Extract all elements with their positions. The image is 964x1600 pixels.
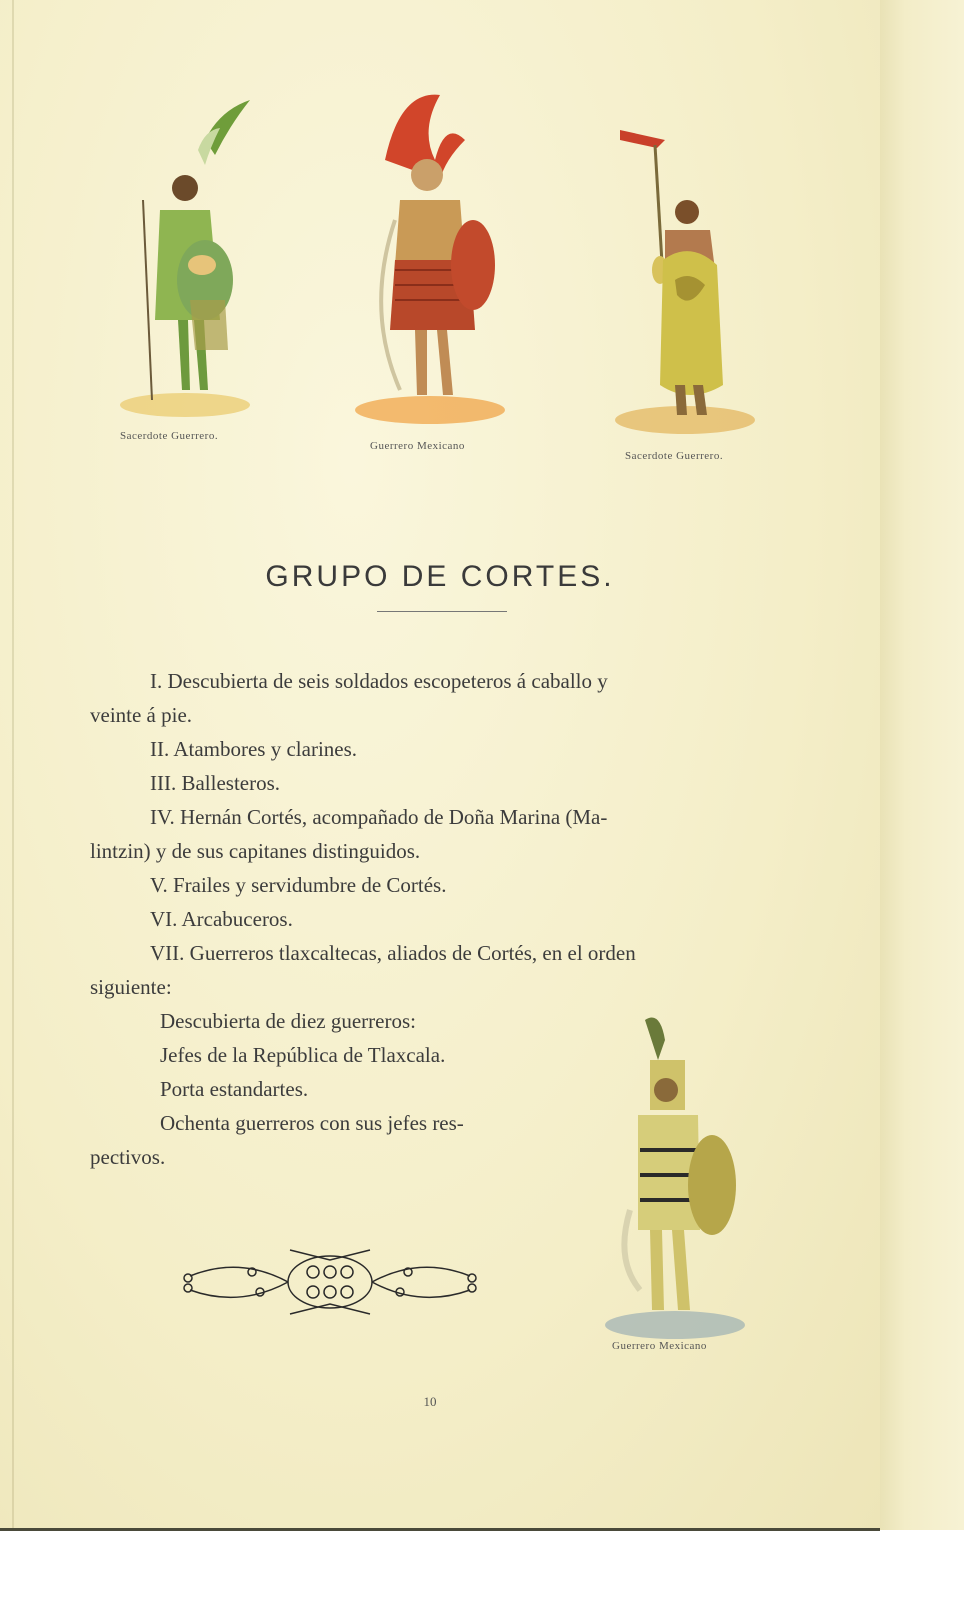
page-fold-line <box>12 0 14 1530</box>
page-bottom-edge <box>0 1528 880 1531</box>
illustration-guerrero-mexicano-1 <box>345 90 515 452</box>
adjacent-page-edge <box>880 0 964 1530</box>
list-item: VI. Arcabuceros. <box>150 907 293 931</box>
list-item-continuation: lintzin) y de sus capitanes distinguidos. <box>90 839 421 863</box>
list-item: III. Ballesteros. <box>150 771 281 795</box>
sub-item: Porta estandartes. <box>160 1077 309 1101</box>
illustration-guerrero-mexicano-2 <box>600 1010 760 1352</box>
list-item: V. Frailes y servidumbre de Cortés. <box>150 873 447 897</box>
list-item: IV. Hernán Cortés, acompañado de Doña Marina (Ma- <box>150 805 608 829</box>
illustration-sacerdote-guerrero-2 <box>605 120 765 462</box>
list-item: II. Atambores y clarines. <box>150 737 358 761</box>
figure-caption: Sacerdote Guerrero. <box>625 450 724 462</box>
title-divider <box>377 611 507 612</box>
list-item-continuation: veinte á pie. <box>90 703 193 727</box>
figure-caption: Guerrero Mexicano <box>370 440 465 452</box>
figure-caption: Sacerdote Guerrero. <box>120 430 219 442</box>
decorative-ornament <box>180 1246 490 1323</box>
illustration-sacerdote-guerrero-1 <box>110 100 260 442</box>
sub-item-continuation: pectivos. <box>90 1145 166 1169</box>
list-item-continuation: siguiente: <box>90 975 172 999</box>
list-item: I. Descubierta de seis soldados escopeteros á caballo y <box>150 669 608 693</box>
sub-item: Ochenta guerreros con sus jefes res- <box>160 1111 464 1135</box>
sub-item: Jefes de la República de Tlaxcala. <box>160 1043 446 1067</box>
list-item: VII. Guerreros tlaxcaltecas, aliados de Cortés, en el orden <box>150 941 636 965</box>
sub-item: Descubierta de diez guerreros: <box>160 1009 416 1033</box>
figure-caption: Guerrero Mexicano <box>612 1340 707 1352</box>
page-title: GRUPO DE CORTES. <box>265 560 615 594</box>
page-number: 10 <box>423 1394 437 1409</box>
